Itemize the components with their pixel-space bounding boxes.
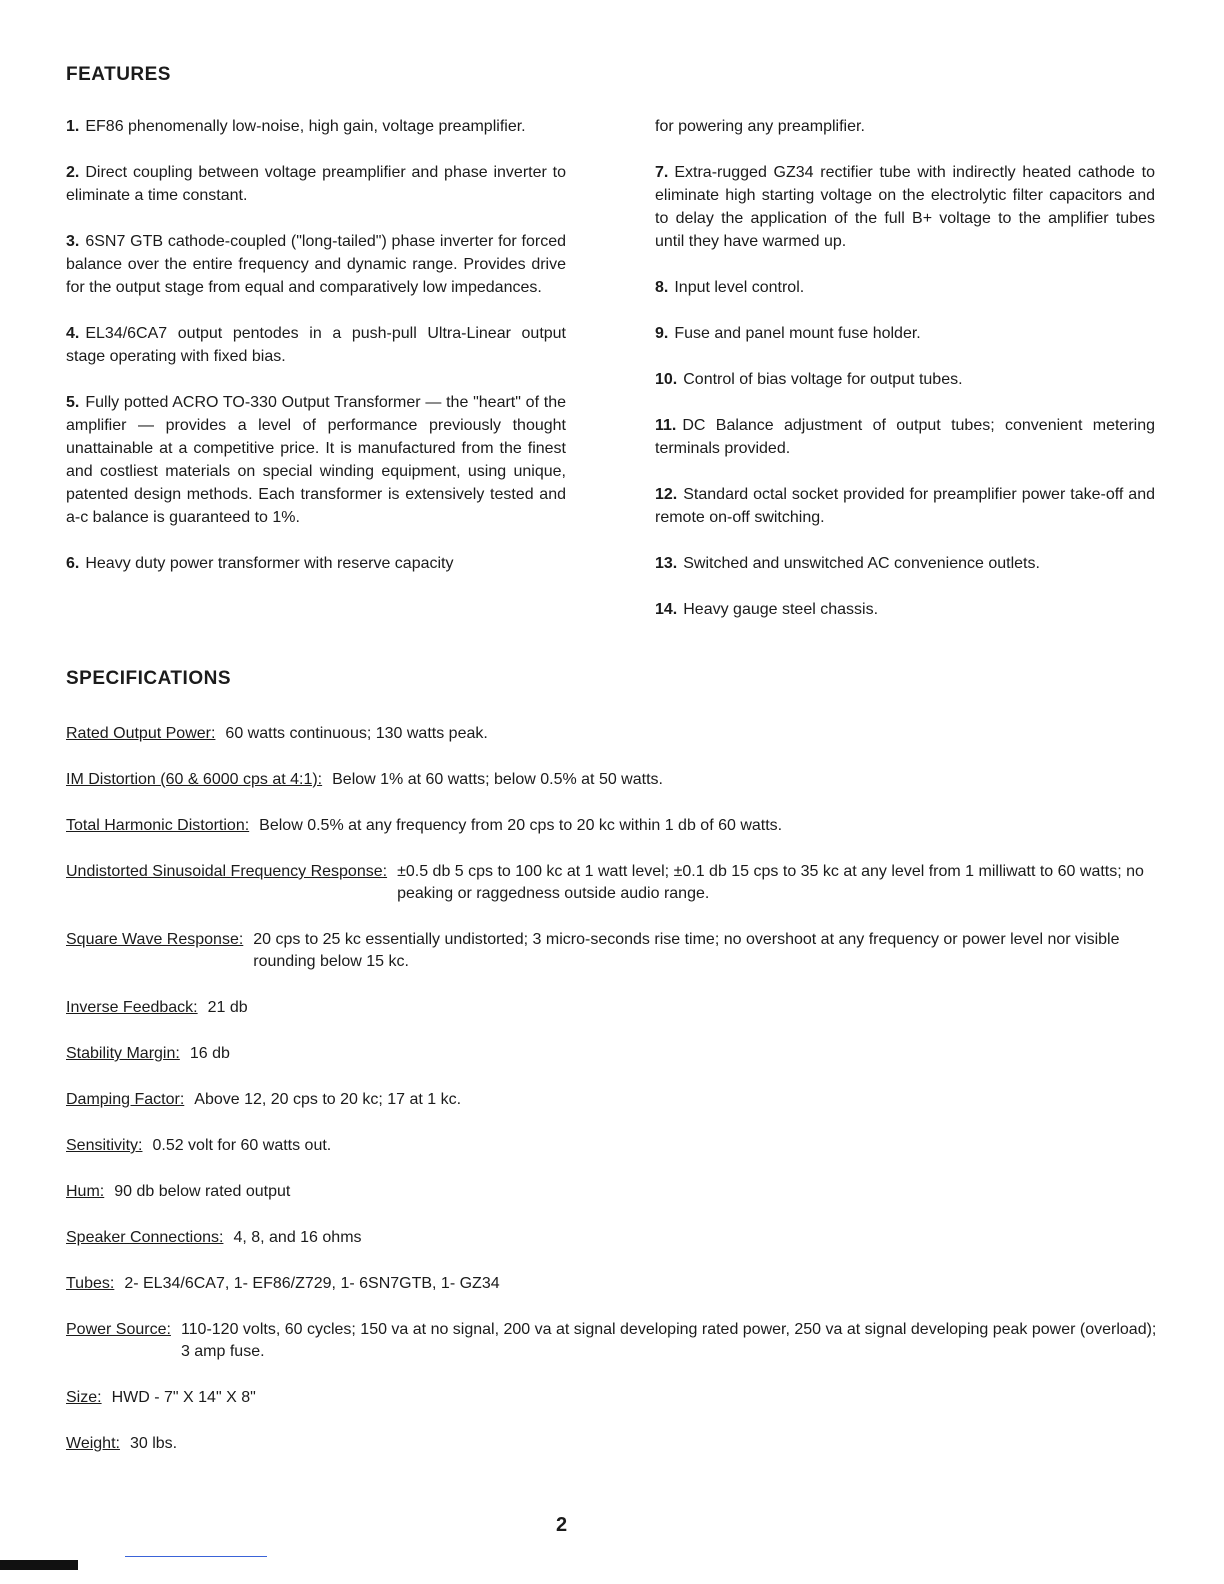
feature-item: 12. Standard octal socket provided for preamplifier power take-off and remote on-off switching. bbox=[655, 486, 1155, 526]
spec-row: Tubes: 2- EL34/6CA7, 1- EF86/Z729, 1- 6SN7GTB, 1- GZ34 bbox=[66, 1275, 500, 1292]
feature-item: 13. Switched and unswitched AC convenience outlets. bbox=[655, 555, 1040, 572]
feature-item: 2. Direct coupling between voltage preamplifier and phase inverter to eliminate a time constant. bbox=[66, 164, 566, 204]
spec-row: Sensitivity: 0.52 volt for 60 watts out. bbox=[66, 1137, 332, 1154]
feature-item: 9. Fuse and panel mount fuse holder. bbox=[655, 325, 921, 342]
features-left-column bbox=[66, 115, 566, 598]
spec-row: Hum: 90 db below rated output bbox=[66, 1183, 291, 1200]
feature-item: 5. Fully potted ACRO TO-330 Output Transformer — the "heart" of the amplifier — provides a level of performance previously thought unattainable at a competitive price. It is manufactured from the finest and costliest materials on special winding equipment, using unique, patented design methods. Each transformer is extensively tested and a-c balance is guaranteed to 1%. bbox=[66, 394, 566, 526]
specifications-list bbox=[66, 723, 1166, 1479]
feature-item: 3. 6SN7 GTB cathode-coupled ("long-tailed") phase inverter for forced balance over the entire frequency and dynamic range. Provides drive for the output stage from equal and comparatively low impedances. bbox=[66, 233, 566, 296]
feature-continuation: for powering any preamplifier. bbox=[655, 118, 865, 135]
feature-item: 8. Input level control. bbox=[655, 279, 805, 296]
features-heading: FEATURES bbox=[66, 64, 171, 85]
spec-row: IM Distortion (60 & 6000 cps at 4:1): Below 1% at 60 watts; below 0.5% at 50 watts. bbox=[66, 771, 663, 788]
features-right-column bbox=[655, 115, 1155, 644]
feature-item: 14. Heavy gauge steel chassis. bbox=[655, 601, 879, 618]
feature-item: 11. DC Balance adjustment of output tubes; convenient metering terminals provided. bbox=[655, 417, 1155, 457]
specifications-heading: SPECIFICATIONS bbox=[66, 668, 231, 689]
feature-item: 7. Extra-rugged GZ34 rectifier tube with indirectly heated cathode to eliminate high starting voltage on the electrolytic filter capacitors and to delay the application of the full B+ voltage to the amplifier tubes until they have warmed up. bbox=[655, 164, 1155, 250]
spec-row: Damping Factor: Above 12, 20 cps to 20 kc; 17 at 1 kc. bbox=[66, 1091, 462, 1108]
feature-item: 4. EL34/6CA7 output pentodes in a push-pull Ultra-Linear output stage operating with fixed bias. bbox=[66, 325, 566, 365]
scan-artifact-line bbox=[125, 1556, 267, 1557]
feature-item: 10. Control of bias voltage for output tubes. bbox=[655, 371, 963, 388]
spec-row: Square Wave Response: 20 cps to 25 kc essentially undistorted; 3 micro-seconds rise time; no overshoot at any frequency or power level nor visible rounding below 15 kc. bbox=[66, 931, 1120, 970]
spec-row: Rated Output Power: 60 watts continuous; 130 watts peak. bbox=[66, 725, 488, 742]
spec-row: Size: HWD - 7" X 14" X 8" bbox=[66, 1389, 256, 1406]
spec-row: Undistorted Sinusoidal Frequency Response: ±0.5 db 5 cps to 100 kc at 1 watt level; ±0.1 db 15 cps to 35 kc at any level from 1 milliwatt to 60 watts; no peaking or raggedness outside audio range. bbox=[66, 863, 1144, 902]
spec-row: Total Harmonic Distortion: Below 0.5% at any frequency from 20 cps to 20 kc within 1 db of 60 watts. bbox=[66, 817, 783, 834]
spec-row: Stability Margin: 16 db bbox=[66, 1045, 230, 1062]
spec-row: Inverse Feedback: 21 db bbox=[66, 999, 248, 1016]
page-number: 2 bbox=[556, 1514, 568, 1536]
feature-item: 6. Heavy duty power transformer with reserve capacity bbox=[66, 555, 454, 572]
spec-row: Speaker Connections: 4, 8, and 16 ohms bbox=[66, 1229, 362, 1246]
scan-artifact-bar bbox=[0, 1560, 78, 1570]
feature-item: 1. EF86 phenomenally low-noise, high gain, voltage preamplifier. bbox=[66, 118, 526, 135]
spec-row: Power Source: 110-120 volts, 60 cycles; 150 va at no signal, 200 va at signal developing rated power, 250 va at signal developing peak power (overload); 3 amp fuse. bbox=[66, 1321, 1157, 1360]
spec-row: Weight: 30 lbs. bbox=[66, 1435, 178, 1452]
